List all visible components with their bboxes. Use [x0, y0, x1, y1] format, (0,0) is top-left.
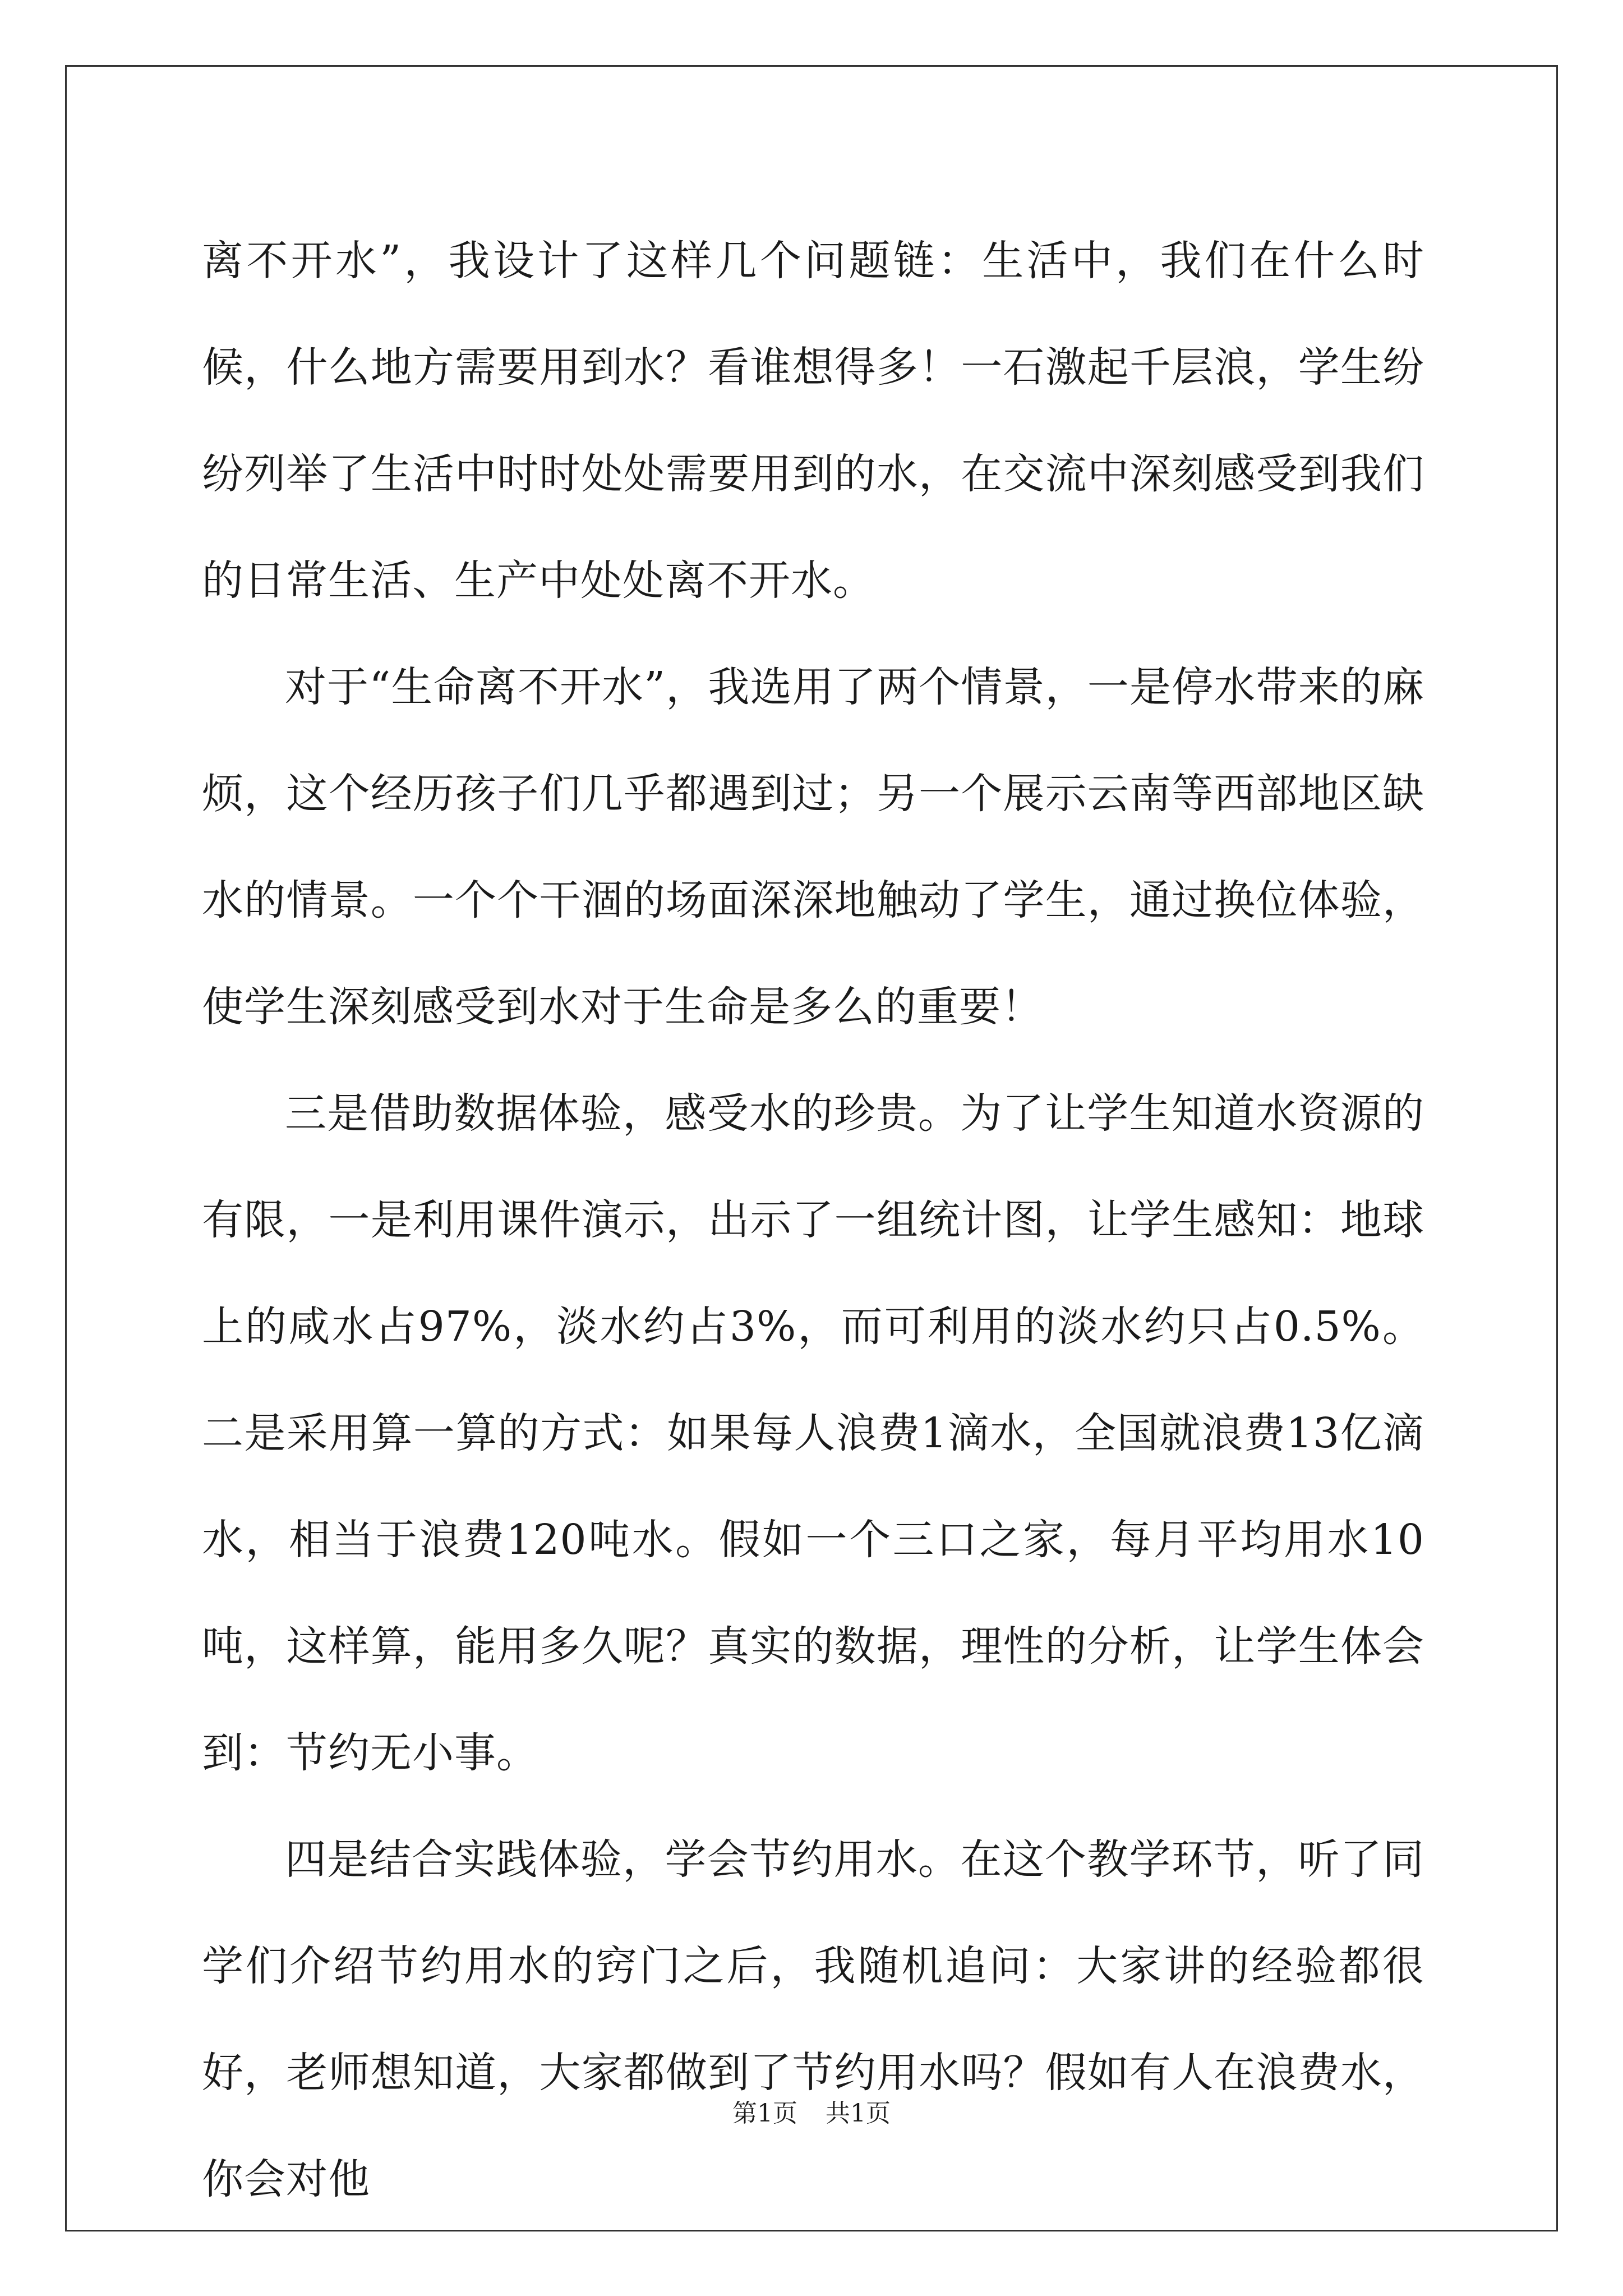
paragraph-3: 三是借助数据体验，感受水的珍贵。为了让学生知道水资源的有限，一是利用课件演示，出示了一组统计图，让学生感知：地球上的咸水占97%，淡水约占3%，而可利用的淡水约只占0.5%。二是采用算一算的方式：如果每人浪费1滴水，全国就浪费13亿滴水，相当于浪费120吨水。假如一个三口之家，每月平均用水10吨，这样算，能用多久呢？真实的数据，理性的分析，让学生体会到：节约无小事。	[202, 1089, 1424, 1777]
paragraph-4: 四是结合实践体验，学会节约用水。在这个教学环节，听了同学们介绍节约用水的窍门之后，我随机追问：大家讲的经验都很好，老师想知道，大家都做到了节约用水吗？假如有人在浪费水，你会对他	[202, 1835, 1424, 2203]
page-number: 第1页	[732, 2099, 797, 2128]
page-footer	[0, 2097, 1623, 2131]
page-total: 共1页	[826, 2099, 891, 2128]
paragraph-2: 对于“生命离不开水”，我选用了两个情景，一是停水带来的麻烦，这个经历孩子们几乎都遇到过；另一个展示云南等西部地区缺水的情景。一个个干涸的场面深深地触动了学生，通过换位体验，使学生深刻感受到水对于生命是多么的重要！	[202, 663, 1424, 1031]
paragraph-1: 离不开水”，我设计了这样几个问题链：生活中，我们在什么时候，什么地方需要用到水？看谁想得多！一石激起千层浪，学生纷纷列举了生活中时时处处需要用到的水，在交流中深刻感受到我们的日常生活、生产中处处离不开水。	[202, 237, 1424, 605]
document-body	[202, 208, 1424, 2233]
